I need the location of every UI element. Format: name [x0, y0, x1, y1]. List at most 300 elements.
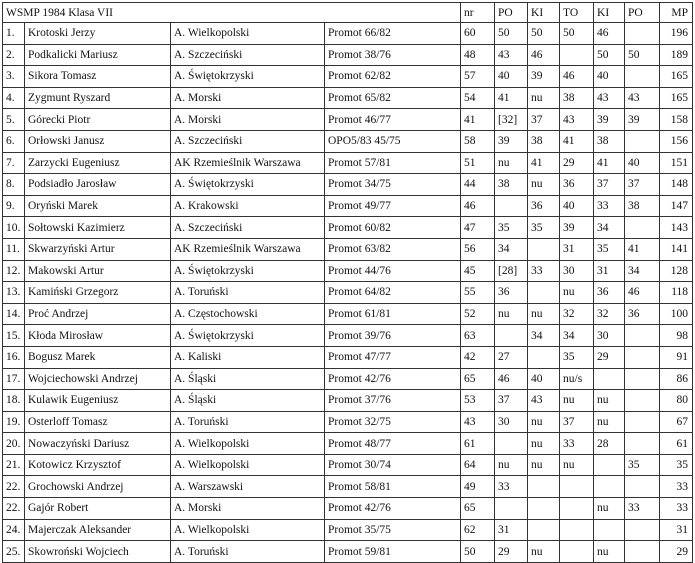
ki-2-cell: 29: [594, 346, 625, 368]
po-2-cell: 41: [625, 238, 660, 260]
pigeon-cell: Promot 30/74: [325, 454, 461, 476]
competitor-name-cell: Podsiadło Jarosław: [25, 174, 171, 196]
competitor-name-cell: Podkalicki Mariusz: [25, 44, 171, 66]
competitor-name-cell: Krotoski Jerzy: [25, 23, 171, 45]
po-cell: 46: [495, 368, 528, 390]
po-cell: [495, 325, 528, 347]
club-cell: A. Toruński: [171, 282, 325, 304]
mp-cell: 86: [660, 368, 693, 390]
competitor-name-cell: Sołtowski Kazimierz: [25, 217, 171, 239]
ki-2-cell: 38: [594, 130, 625, 152]
nr-cell: 52: [461, 303, 495, 325]
pigeon-cell: OPO5/83 45/75: [325, 130, 461, 152]
rank-cell: 2.: [3, 44, 25, 66]
po-2-cell: [625, 325, 660, 347]
ki-2-cell: 34: [594, 217, 625, 239]
mp-cell: 143: [660, 217, 693, 239]
to-cell: nu: [560, 282, 594, 304]
po-2-cell: [625, 519, 660, 541]
rank-cell: 11.: [3, 238, 25, 260]
ki-cell: nu: [528, 433, 560, 455]
nr-cell: 63: [461, 325, 495, 347]
ki-2-cell: nu: [594, 390, 625, 412]
ki-cell: [528, 476, 560, 498]
table-row: [3, 282, 693, 304]
po-cell: 50: [495, 23, 528, 45]
table-row: [3, 87, 693, 109]
pigeon-cell: Promot 58/81: [325, 476, 461, 498]
club-cell: A. Toruński: [171, 541, 325, 563]
to-cell: 39: [560, 217, 594, 239]
club-cell: A. Wielkopolski: [171, 519, 325, 541]
po-2-cell: 37: [625, 174, 660, 196]
col-header-ki-2: KI: [594, 3, 625, 23]
mp-cell: 158: [660, 109, 693, 131]
mp-cell: 91: [660, 346, 693, 368]
po-2-cell: 40: [625, 152, 660, 174]
to-cell: nu: [560, 454, 594, 476]
mp-cell: 33: [660, 498, 693, 520]
po-cell: nu: [495, 303, 528, 325]
table-row: [3, 23, 693, 45]
table-row: [3, 346, 693, 368]
pigeon-cell: Promot 42/76: [325, 368, 461, 390]
mp-cell: 31: [660, 519, 693, 541]
ki-cell: 35: [528, 217, 560, 239]
po-cell: 38: [495, 174, 528, 196]
nr-cell: 50: [461, 541, 495, 563]
rank-cell: 14.: [3, 303, 25, 325]
competitor-name-cell: Sikora Tomasz: [25, 66, 171, 88]
po-cell: 31: [495, 519, 528, 541]
po-2-cell: 46: [625, 282, 660, 304]
mp-cell: 98: [660, 325, 693, 347]
nr-cell: 56: [461, 238, 495, 260]
mp-cell: 148: [660, 174, 693, 196]
pigeon-cell: Promot 59/81: [325, 541, 461, 563]
po-cell: 39: [495, 130, 528, 152]
club-cell: A. Wielkopolski: [171, 23, 325, 45]
ki-2-cell: [594, 454, 625, 476]
ki-2-cell: 31: [594, 260, 625, 282]
rank-cell: 25.: [3, 541, 25, 563]
to-cell: [560, 44, 594, 66]
results-sheet: [2, 2, 693, 563]
pigeon-cell: Promot 61/81: [325, 303, 461, 325]
po-cell: [495, 433, 528, 455]
col-header-nr: nr: [461, 3, 495, 23]
mp-cell: 151: [660, 152, 693, 174]
club-cell: A. Kaliski: [171, 346, 325, 368]
table-title: WSMP 1984 Klasa VII: [3, 3, 461, 23]
po-cell: nu: [495, 152, 528, 174]
rank-cell: 17.: [3, 368, 25, 390]
ki-2-cell: 50: [594, 44, 625, 66]
club-cell: A. Świętokrzyski: [171, 325, 325, 347]
nr-cell: 42: [461, 346, 495, 368]
nr-cell: 55: [461, 282, 495, 304]
competitor-name-cell: Zygmunt Ryszard: [25, 87, 171, 109]
ki-2-cell: nu: [594, 498, 625, 520]
ki-cell: 34: [528, 325, 560, 347]
po-2-cell: [625, 368, 660, 390]
ki-cell: nu: [528, 174, 560, 196]
nr-cell: 60: [461, 23, 495, 45]
table-row: [3, 519, 693, 541]
ki-cell: 38: [528, 130, 560, 152]
table-row: [3, 303, 693, 325]
to-cell: 38: [560, 87, 594, 109]
table-row: [3, 260, 693, 282]
ki-2-cell: 28: [594, 433, 625, 455]
nr-cell: 51: [461, 152, 495, 174]
to-cell: 30: [560, 260, 594, 282]
nr-cell: 65: [461, 498, 495, 520]
mp-cell: 156: [660, 130, 693, 152]
po-cell: 27: [495, 346, 528, 368]
ki-cell: 41: [528, 152, 560, 174]
pigeon-cell: Promot 39/76: [325, 325, 461, 347]
club-cell: A. Toruński: [171, 411, 325, 433]
pigeon-cell: Promot 64/82: [325, 282, 461, 304]
pigeon-cell: Promot 44/76: [325, 260, 461, 282]
club-cell: A. Śląski: [171, 390, 325, 412]
po-cell: 34: [495, 238, 528, 260]
po-2-cell: [625, 130, 660, 152]
rank-cell: 20.: [3, 433, 25, 455]
to-cell: nu/s: [560, 368, 594, 390]
po-cell: 30: [495, 411, 528, 433]
po-2-cell: [625, 346, 660, 368]
club-cell: A. Wielkopolski: [171, 433, 325, 455]
ki-cell: nu: [528, 541, 560, 563]
club-cell: A. Świętokrzyski: [171, 174, 325, 196]
to-cell: 37: [560, 411, 594, 433]
nr-cell: 57: [461, 66, 495, 88]
competitor-name-cell: Makowski Artur: [25, 260, 171, 282]
competitor-name-cell: Nowaczyński Dariusz: [25, 433, 171, 455]
ki-2-cell: 33: [594, 195, 625, 217]
po-2-cell: 50: [625, 44, 660, 66]
ki-cell: 33: [528, 260, 560, 282]
po-2-cell: 34: [625, 260, 660, 282]
nr-cell: 65: [461, 368, 495, 390]
table-row: [3, 44, 693, 66]
nr-cell: 61: [461, 433, 495, 455]
header-row: [3, 3, 693, 23]
ki-2-cell: 46: [594, 23, 625, 45]
to-cell: 35: [560, 346, 594, 368]
club-cell: A. Świętokrzyski: [171, 66, 325, 88]
mp-cell: 61: [660, 433, 693, 455]
pigeon-cell: Promot 62/82: [325, 66, 461, 88]
po-cell: 41: [495, 87, 528, 109]
nr-cell: 62: [461, 519, 495, 541]
ki-cell: [528, 519, 560, 541]
po-cell: 37: [495, 390, 528, 412]
ki-cell: nu: [528, 87, 560, 109]
ki-2-cell: 41: [594, 152, 625, 174]
po-cell: 43: [495, 44, 528, 66]
mp-cell: 141: [660, 238, 693, 260]
rank-cell: 21.: [3, 454, 25, 476]
competitor-name-cell: Osterloff Tomasz: [25, 411, 171, 433]
competitor-name-cell: Kulawik Eugeniusz: [25, 390, 171, 412]
ki-2-cell: 32: [594, 303, 625, 325]
club-cell: A. Śląski: [171, 368, 325, 390]
nr-cell: 64: [461, 454, 495, 476]
po-2-cell: 39: [625, 109, 660, 131]
table-row: [3, 66, 693, 88]
ki-cell: 37: [528, 109, 560, 131]
club-cell: A. Krakowski: [171, 195, 325, 217]
pigeon-cell: Promot 48/77: [325, 433, 461, 455]
nr-cell: 58: [461, 130, 495, 152]
pigeon-cell: Promot 42/76: [325, 498, 461, 520]
po-cell: 36: [495, 282, 528, 304]
table-row: [3, 130, 693, 152]
po-2-cell: 38: [625, 195, 660, 217]
table-row: [3, 454, 693, 476]
po-cell: 29: [495, 541, 528, 563]
ki-2-cell: 37: [594, 174, 625, 196]
nr-cell: 54: [461, 87, 495, 109]
to-cell: [560, 476, 594, 498]
rank-cell: 15.: [3, 325, 25, 347]
rank-cell: 5.: [3, 109, 25, 131]
mp-cell: 100: [660, 303, 693, 325]
pigeon-cell: Promot 57/81: [325, 152, 461, 174]
pigeon-cell: Promot 66/82: [325, 23, 461, 45]
ki-cell: [528, 498, 560, 520]
table-row: [3, 390, 693, 412]
club-cell: A. Morski: [171, 498, 325, 520]
po-2-cell: 35: [625, 454, 660, 476]
pigeon-cell: Promot 32/75: [325, 411, 461, 433]
table-row: [3, 109, 693, 131]
ki-cell: 46: [528, 44, 560, 66]
po-cell: [495, 195, 528, 217]
to-cell: 32: [560, 303, 594, 325]
po-2-cell: [625, 433, 660, 455]
mp-cell: 67: [660, 411, 693, 433]
mp-cell: 196: [660, 23, 693, 45]
competitor-name-cell: Kotowicz Krzysztof: [25, 454, 171, 476]
competitor-name-cell: Gajór Robert: [25, 498, 171, 520]
po-2-cell: [625, 217, 660, 239]
table-row: [3, 433, 693, 455]
ki-cell: nu: [528, 411, 560, 433]
po-cell: [32]: [495, 109, 528, 131]
club-cell: A. Częstochowski: [171, 303, 325, 325]
mp-cell: 35: [660, 454, 693, 476]
competitor-name-cell: Proć Andrzej: [25, 303, 171, 325]
ki-cell: [528, 238, 560, 260]
rank-cell: 19.: [3, 411, 25, 433]
ki-cell: nu: [528, 303, 560, 325]
po-2-cell: [625, 476, 660, 498]
ki-2-cell: [594, 476, 625, 498]
nr-cell: 47: [461, 217, 495, 239]
table-row: [3, 238, 693, 260]
table-row: [3, 325, 693, 347]
rank-cell: 4.: [3, 87, 25, 109]
ki-2-cell: 36: [594, 282, 625, 304]
mp-cell: 147: [660, 195, 693, 217]
rank-cell: 9.: [3, 195, 25, 217]
competitor-name-cell: Kamiński Grzegorz: [25, 282, 171, 304]
mp-cell: 118: [660, 282, 693, 304]
ki-cell: [528, 346, 560, 368]
pigeon-cell: Promot 60/82: [325, 217, 461, 239]
rank-cell: 22.: [3, 476, 25, 498]
ki-2-cell: nu: [594, 541, 625, 563]
col-header-ki: KI: [528, 3, 560, 23]
competitor-name-cell: Skowroński Wojciech: [25, 541, 171, 563]
ki-cell: 36: [528, 195, 560, 217]
po-2-cell: [625, 23, 660, 45]
nr-cell: 41: [461, 109, 495, 131]
rank-cell: 1.: [3, 23, 25, 45]
po-cell: 40: [495, 66, 528, 88]
competitor-name-cell: Wojciechowski Andrzej: [25, 368, 171, 390]
rank-cell: 24.: [3, 519, 25, 541]
competitor-name-cell: Górecki Piotr: [25, 109, 171, 131]
table-row: [3, 174, 693, 196]
rank-cell: 18.: [3, 390, 25, 412]
club-cell: A. Świętokrzyski: [171, 260, 325, 282]
col-header-po-2: PO: [625, 3, 660, 23]
to-cell: 41: [560, 130, 594, 152]
club-cell: A. Szczeciński: [171, 130, 325, 152]
table-row: [3, 411, 693, 433]
rank-cell: 7.: [3, 152, 25, 174]
competitor-name-cell: Kłoda Mirosław: [25, 325, 171, 347]
table-row: [3, 195, 693, 217]
ki-cell: [528, 282, 560, 304]
to-cell: 46: [560, 66, 594, 88]
club-cell: AK Rzemieślnik Warszawa: [171, 238, 325, 260]
mp-cell: 33: [660, 476, 693, 498]
po-cell: 33: [495, 476, 528, 498]
po-cell: nu: [495, 454, 528, 476]
pigeon-cell: Promot 37/76: [325, 390, 461, 412]
mp-cell: 128: [660, 260, 693, 282]
nr-cell: 44: [461, 174, 495, 196]
competitor-name-cell: Oryński Marek: [25, 195, 171, 217]
po-2-cell: [625, 390, 660, 412]
mp-cell: 165: [660, 87, 693, 109]
ki-cell: nu: [528, 454, 560, 476]
ki-2-cell: 30: [594, 325, 625, 347]
rank-cell: 8.: [3, 174, 25, 196]
club-cell: A. Wielkopolski: [171, 454, 325, 476]
competitor-name-cell: Skwarzyński Artur: [25, 238, 171, 260]
col-header-to: TO: [560, 3, 594, 23]
to-cell: 40: [560, 195, 594, 217]
ki-cell: 43: [528, 390, 560, 412]
col-header-mp: MP: [660, 3, 693, 23]
club-cell: A. Szczeciński: [171, 44, 325, 66]
mp-cell: 29: [660, 541, 693, 563]
nr-cell: 49: [461, 476, 495, 498]
nr-cell: 48: [461, 44, 495, 66]
table-row: [3, 476, 693, 498]
pigeon-cell: Promot 63/82: [325, 238, 461, 260]
ki-2-cell: 43: [594, 87, 625, 109]
ki-2-cell: [594, 368, 625, 390]
results-table: [2, 2, 693, 563]
ki-cell: 40: [528, 368, 560, 390]
ki-2-cell: 40: [594, 66, 625, 88]
rank-cell: 22.: [3, 498, 25, 520]
to-cell: 36: [560, 174, 594, 196]
pigeon-cell: Promot 65/82: [325, 87, 461, 109]
table-row: [3, 217, 693, 239]
club-cell: A. Morski: [171, 109, 325, 131]
ki-2-cell: [594, 519, 625, 541]
rank-cell: 13.: [3, 282, 25, 304]
to-cell: 50: [560, 23, 594, 45]
to-cell: 29: [560, 152, 594, 174]
nr-cell: 45: [461, 260, 495, 282]
to-cell: 31: [560, 238, 594, 260]
nr-cell: 46: [461, 195, 495, 217]
pigeon-cell: Promot 35/75: [325, 519, 461, 541]
mp-cell: 80: [660, 390, 693, 412]
to-cell: 33: [560, 433, 594, 455]
club-cell: A. Warszawski: [171, 476, 325, 498]
club-cell: A. Morski: [171, 87, 325, 109]
ki-cell: 39: [528, 66, 560, 88]
competitor-name-cell: Majerczak Aleksander: [25, 519, 171, 541]
ki-2-cell: 39: [594, 109, 625, 131]
rank-cell: 16.: [3, 346, 25, 368]
po-cell: 35: [495, 217, 528, 239]
po-2-cell: 36: [625, 303, 660, 325]
po-2-cell: 43: [625, 87, 660, 109]
competitor-name-cell: Bogusz Marek: [25, 346, 171, 368]
po-cell: [495, 498, 528, 520]
po-2-cell: [625, 411, 660, 433]
to-cell: [560, 519, 594, 541]
competitor-name-cell: Zarzycki Eugeniusz: [25, 152, 171, 174]
pigeon-cell: Promot 47/77: [325, 346, 461, 368]
club-cell: A. Szczeciński: [171, 217, 325, 239]
rank-cell: 10.: [3, 217, 25, 239]
table-row: [3, 152, 693, 174]
pigeon-cell: Promot 34/75: [325, 174, 461, 196]
to-cell: [560, 498, 594, 520]
rank-cell: 3.: [3, 66, 25, 88]
pigeon-cell: Promot 38/76: [325, 44, 461, 66]
mp-cell: 165: [660, 66, 693, 88]
po-2-cell: 33: [625, 498, 660, 520]
col-header-po: PO: [495, 3, 528, 23]
nr-cell: 43: [461, 411, 495, 433]
rank-cell: 12.: [3, 260, 25, 282]
competitor-name-cell: Orłowski Janusz: [25, 130, 171, 152]
po-cell: [28]: [495, 260, 528, 282]
rank-cell: 6.: [3, 130, 25, 152]
ki-2-cell: nu: [594, 411, 625, 433]
po-2-cell: [625, 66, 660, 88]
ki-cell: 50: [528, 23, 560, 45]
results-table-body: [3, 3, 693, 563]
competitor-name-cell: Grochowski Andrzej: [25, 476, 171, 498]
pigeon-cell: Promot 46/77: [325, 109, 461, 131]
club-cell: AK Rzemieślnik Warszawa: [171, 152, 325, 174]
